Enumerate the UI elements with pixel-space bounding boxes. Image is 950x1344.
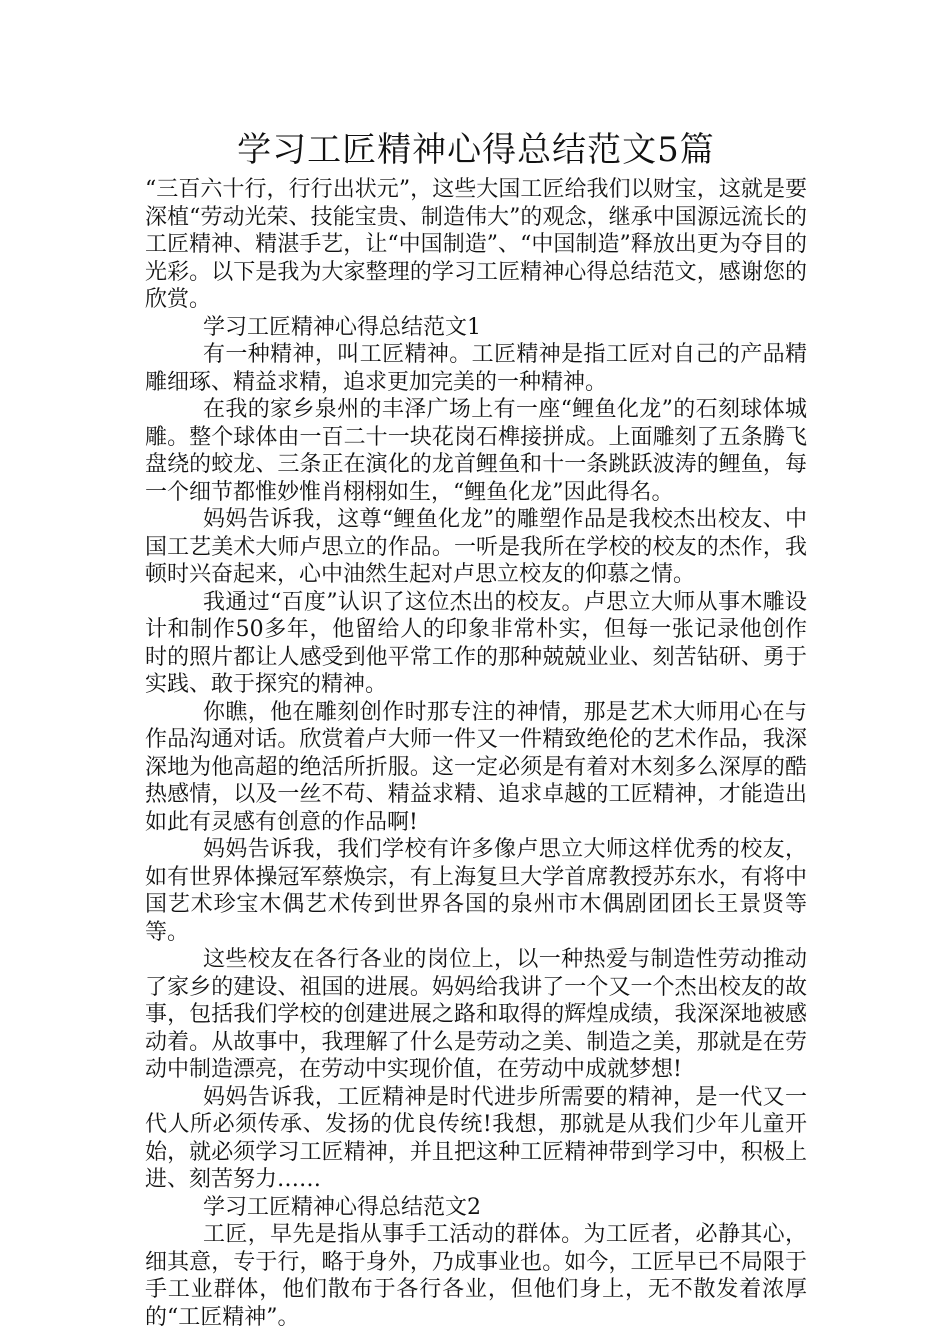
body-paragraph: 有一种精神，叫工匠精神。工匠精神是指工匠对自己的产品精雕细琢、精益求精，追求更加完美的一种精神。: [145, 342, 807, 395]
body-paragraph: 在我的家乡泉州的丰泽广场上有一座“鲤鱼化龙”的石刻球体城雕。整个球体由一百二十一块花岗石榫接拼成。上面雕刻了五条腾飞盘绕的蛟龙、三条正在演化的龙首鲤鱼和十一条跳跃波涛的鲤鱼，每一个细节都惟妙惟肖栩栩如生，“鲤鱼化龙”因此得名。: [145, 397, 807, 505]
body-paragraph: 工匠，早先是指从事手工活动的群体。为工匠者，必静其心，细其意，专于行，略于身外，乃成事业也。如今，工匠早已不局限于手工业群体，他们散布于各行各业，但他们身上，无不散发着浓厚的“工匠精神”。: [145, 1222, 807, 1330]
body-paragraph: 妈妈告诉我，我们学校有许多像卢思立大师这样优秀的校友，如有世界体操冠军蔡焕宗，有上海复旦大学首席教授苏东水，有将中国艺术珍宝木偶艺术传到世界各国的泉州市木偶剧团团长王景贤等等。: [145, 837, 807, 945]
document-page: [145, 128, 807, 1331]
intro-paragraph: “三百六十行，行行出状元”，这些大国工匠给我们以财宝，这就是要深植“劳动光荣、技能宝贵、制造伟大”的观念，继承中国源远流长的工匠精神、精湛手艺，让“中国制造”、“中国制造”释放出更为夺目的光彩。以下是我为大家整理的学习工匠精神心得总结范文，感谢您的欣赏。: [145, 177, 807, 312]
document-title: 学习工匠精神心得总结范文5篇: [237, 130, 715, 170]
body-paragraph: 这些校友在各行各业的岗位上，以一种热爱与制造性劳动推动了家乡的建设、祖国的进展。妈妈给我讲了一个又一个杰出校友的故事，包括我们学校的创建进展之路和取得的辉煌成绩，我深深地被感动着。从故事中，我理解了什么是劳动之美、制造之美，那就是在劳动中制造漂亮，在劳动中实现价值，在劳动中成就梦想!: [145, 947, 807, 1082]
section-heading-1: 学习工匠精神心得总结范文1: [203, 314, 481, 340]
body-paragraph: 妈妈告诉我，这尊“鲤鱼化龙”的雕塑作品是我校杰出校友、中国工艺美术大师卢思立的作品。一听是我所在学校的校友的杰作，我顿时兴奋起来，心中油然生起对卢思立校友的仰慕之情。: [145, 507, 807, 587]
body-paragraph: 你瞧，他在雕刻创作时那专注的神情，那是艺术大师用心在与作品沟通对话。欣赏着卢大师一件又一件精致绝伦的艺术作品，我深深地为他高超的绝活所折服。这一定必须是有着对木刻多么深厚的酷热感情，以及一丝不苟、精益求精、追求卓越的工匠精神，才能造出如此有灵感有创意的作品啊!: [145, 699, 807, 835]
body-paragraph: 我通过“百度”认识了这位杰出的校友。卢思立大师从事木雕设计和制作50多年，他留给人的印象非常朴实，但每一张记录他创作时的照片都让人感受到他平常工作的那种兢兢业业、刻苦钻研、勇于实践、敢于探究的精神。: [145, 589, 807, 697]
body-paragraph: 妈妈告诉我，工匠精神是时代进步所需要的精神，是一代又一代人所必须传承、发扬的优良传统!我想，那就是从我们少年儿童开始，就必须学习工匠精神，并且把这种工匠精神带到学习中，积极上进、刻苦努力……: [145, 1084, 807, 1192]
section-heading-2: 学习工匠精神心得总结范文2: [203, 1194, 481, 1220]
